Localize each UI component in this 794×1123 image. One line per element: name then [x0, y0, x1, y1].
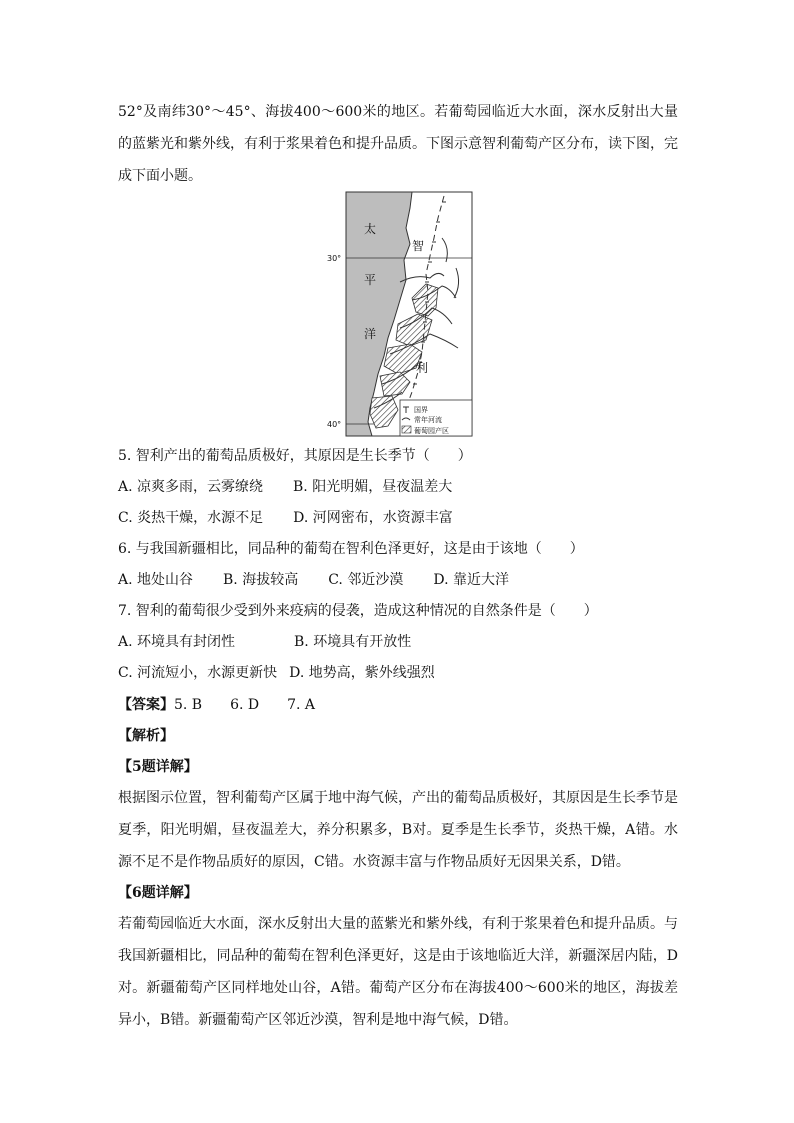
ocean-label-2: 平	[364, 273, 377, 287]
question-7-options-row-1	[118, 626, 678, 658]
option-5b: B. 阳光明媚，昼夜温差大	[293, 479, 453, 495]
question-7-stem: 7. 智利的葡萄很少受到外来疫病的侵袭，造成这种情况的自然条件是（ ）	[118, 603, 598, 619]
option-7a: A. 环境具有封闭性	[118, 634, 236, 650]
latitude-40-label: 40°	[327, 420, 342, 429]
legend-vineyard-symbol	[402, 426, 411, 433]
q6-detail-line-4: 异小，B错。新疆葡萄产区邻近沙漠，智利是地中海气候，D错。	[118, 1012, 518, 1028]
option-5d: D. 河网密布，水资源丰富	[293, 510, 453, 526]
q5-detail-title: 【5题详解】	[118, 759, 198, 775]
answer-text: 5. B 6. D 7. A	[174, 697, 316, 713]
intro-line-2: 的蓝紫光和紫外线，有利于浆果着色和提升品质。下图示意智利葡萄产区分布，读下图，完	[118, 136, 678, 152]
q5-detail-line-2: 夏季，阳光明媚，昼夜温差大，养分积累多，B对。夏季是生长季节，炎热干燥，A错。水	[118, 822, 678, 838]
country-label-2: 利	[416, 361, 429, 375]
legend-river-label: 常年河流	[414, 416, 442, 424]
question-5-stem: 5. 智利产出的葡萄品质极好，其原因是生长季节（ ）	[118, 448, 472, 464]
option-7b: B. 环境具有开放性	[294, 634, 412, 650]
q5-detail-line-3: 源不足不是作物品质好的原因，C错。水资源丰富与作物品质好无因果关系，D错。	[118, 854, 630, 870]
answer-line	[118, 689, 678, 721]
option-5c: C. 炎热干燥，水源不足	[118, 510, 264, 526]
answer-label: 【答案】	[118, 697, 174, 713]
question-6-options	[118, 564, 678, 596]
q6-detail-line-3: 对。新疆葡萄产区同样地处山谷，A错。葡萄产区分布在海拔400～600米的地区，海拔差	[118, 980, 678, 996]
intro-line-3: 成下面小题。	[118, 168, 202, 184]
q6-detail-title: 【6题详解】	[118, 885, 198, 901]
country-label-1: 智	[412, 239, 425, 253]
option-6b: B. 海拔较高	[223, 572, 299, 588]
question-5-options-row-1	[118, 471, 678, 503]
option-7c: C. 河流短小，水源更新快	[118, 665, 278, 681]
question-7-options-row-2	[118, 657, 678, 689]
option-5a: A. 凉爽多雨，云雾缭绕	[118, 479, 264, 495]
q6-detail-line-1: 若葡萄园临近大水面，深水反射出大量的蓝紫光和紫外线，有利于浆果着色和提升品质。与	[118, 916, 678, 932]
question-6-stem: 6. 与我国新疆相比，同品种的葡萄在智利色泽更好，这是由于该地（ ）	[118, 541, 584, 557]
option-6a: A. 地处山谷	[118, 572, 194, 588]
ocean-label-1: 太	[364, 222, 377, 236]
intro-line-1: 52°及南纬30°～45°、海拔400～600米的地区。若葡萄园临近大水面，深水反射出大量	[118, 104, 678, 120]
option-6c: C. 邻近沙漠	[328, 572, 404, 588]
legend-vineyard-label: 葡萄园产区	[414, 427, 449, 435]
chile-vineyard-map	[326, 188, 476, 440]
latitude-30-label: 30°	[327, 254, 342, 263]
q5-detail-line-1: 根据图示位置，智利葡萄产区属于地中海气候，产出的葡萄品质极好，其原因是生长季节是	[118, 790, 678, 806]
q6-detail-line-2: 我国新疆相比，同品种的葡萄在智利色泽更好，这是由于该地临近大洋，新疆深居内陆，D	[118, 948, 678, 964]
question-5-options-row-2	[118, 502, 678, 534]
ocean-label-3: 洋	[364, 327, 377, 341]
analysis-label: 【解析】	[118, 728, 174, 744]
option-6d: D. 靠近大洋	[433, 572, 509, 588]
legend-border-label: 国界	[414, 406, 428, 414]
option-7d: D. 地势高，紫外线强烈	[289, 665, 435, 681]
